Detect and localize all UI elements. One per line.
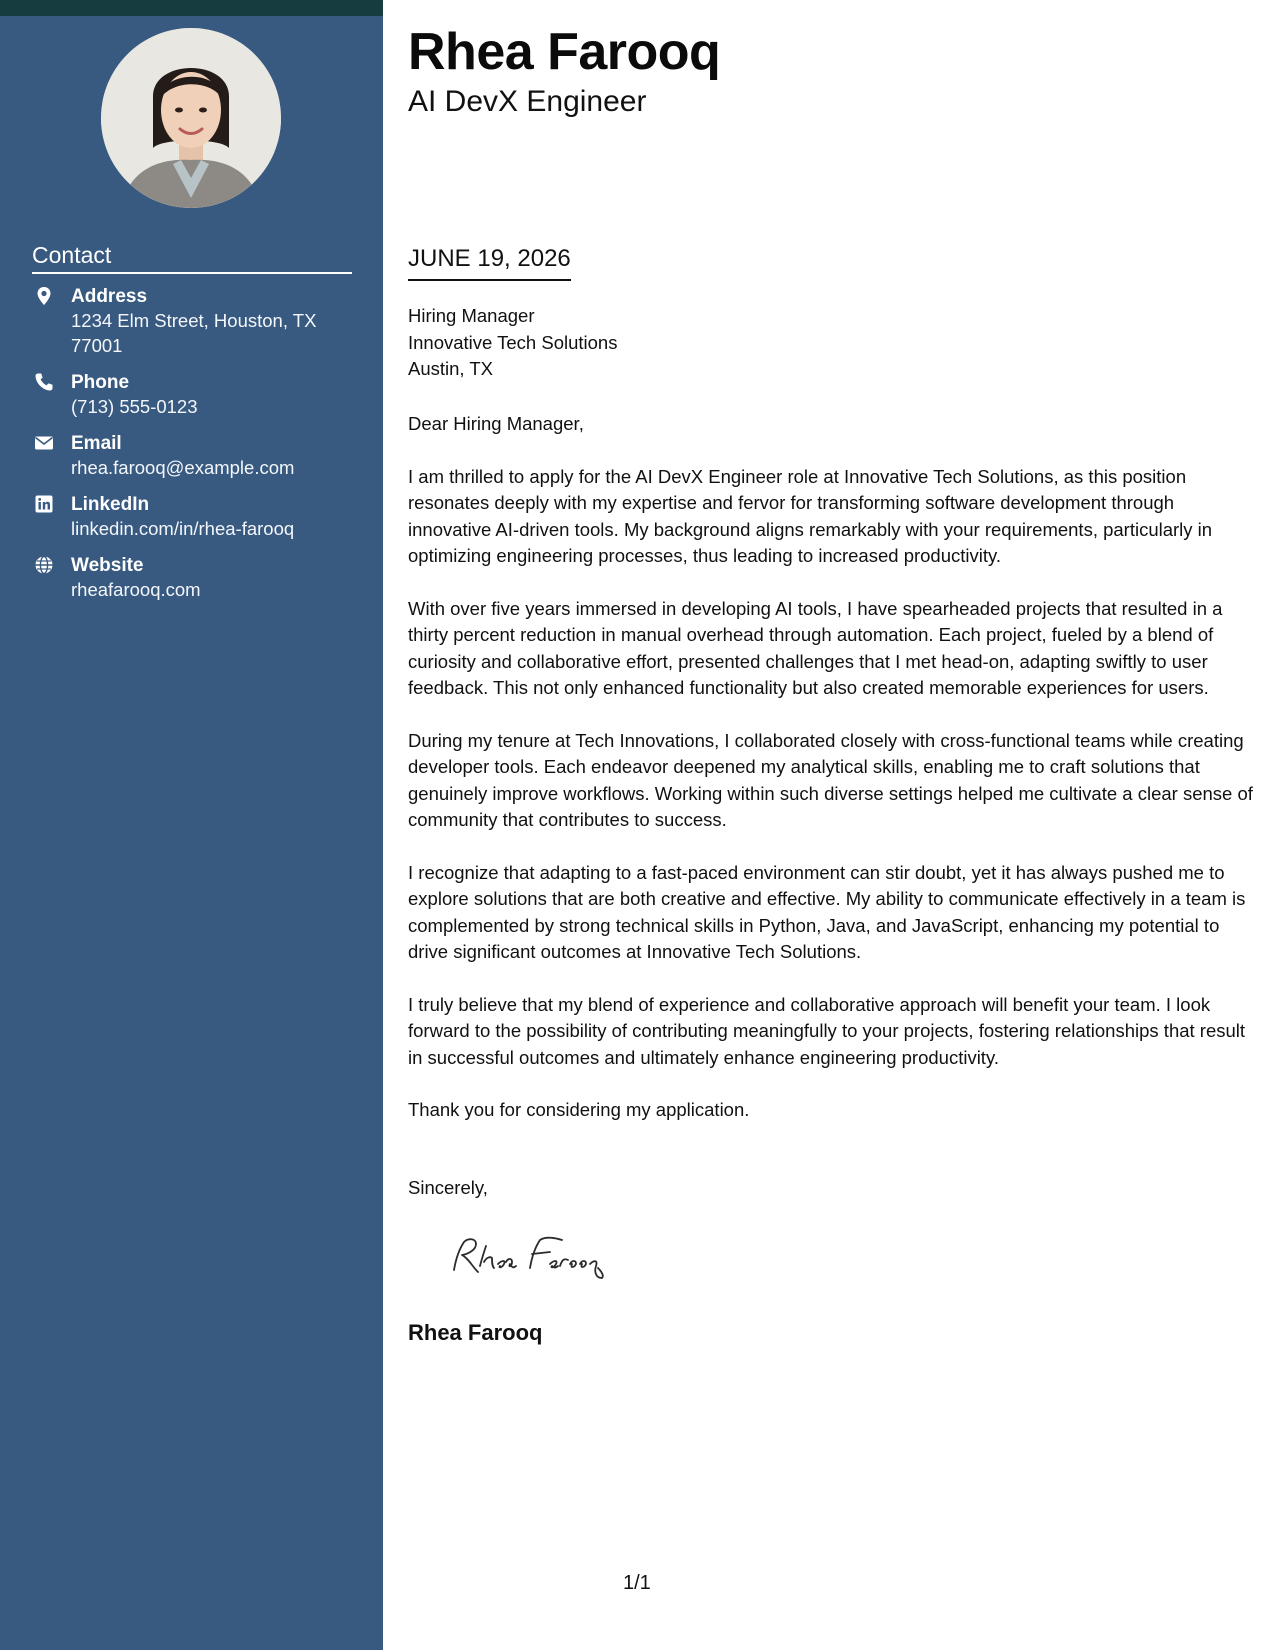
contact-item-address (32, 285, 362, 358)
contact-item-website (32, 554, 362, 602)
avatar (101, 28, 281, 208)
contact-item-linkedin (32, 493, 362, 541)
contact-value-linkedin[interactable]: linkedin.com/in/rhea-farooq (71, 518, 295, 539)
page-number: 1/1 (623, 1572, 651, 1594)
handwritten-signature (446, 1228, 646, 1288)
body-paragraph: With over five years immersed in developing AI tools, I have spearheaded projects that resulted in a thirty percent reduction in manual overhead through automation. Each project, fueled by a blend of curiosity and collaborative effort, presented challenges that I met head-on, adapting swiftly to user feedback. This not only enhanced functionality but also created memorable experiences for users. (408, 597, 1223, 698)
contact-list (32, 285, 362, 615)
contact-label-phone: Phone (71, 372, 130, 393)
sidebar-top-bar (0, 0, 383, 16)
contact-label-website: Website (71, 555, 144, 576)
contact-value-phone: (713) 555-0123 (71, 396, 198, 417)
contact-label-address: Address (71, 286, 148, 307)
contact-item-email (32, 432, 362, 480)
closing: Sincerely, (408, 1177, 488, 1198)
contact-value-address: 1234 Elm Street, Houston, TX 77001 (71, 310, 317, 356)
letter-main (408, 0, 1253, 1650)
recipient-block (408, 303, 617, 383)
thank-you-line: Thank you for considering my application. (408, 1099, 750, 1120)
map-pin-icon (34, 286, 54, 306)
envelope-icon (34, 433, 54, 453)
contact-heading: Contact (32, 240, 352, 274)
letter-date: JUNE 19, 2026 (408, 243, 571, 281)
body-paragraph: I recognize that adapting to a fast-paced environment can stir doubt, yet it has always pushed me to explore solutions that are both creative and effective. My ability to communicate effectively in a team is complemented by strong technical skills in Python, Java, and JavaScript, enhancing my potential to drive significant outcomes at Innovative Tech Solutions. (408, 861, 1246, 962)
contact-label-email: Email (71, 433, 122, 454)
letter-body (408, 411, 1253, 1150)
contact-item-phone (32, 371, 362, 419)
contact-label-linkedin: LinkedIn (71, 494, 150, 515)
header-job-title: AI DevX Engineer (408, 85, 647, 118)
contact-value-website[interactable]: rheafarooq.com (71, 579, 201, 600)
header-name: Rhea Farooq (408, 23, 721, 81)
body-paragraph: I am thrilled to apply for the AI DevX Engineer role at Innovative Tech Solutions, as this position resonates deeply with my expertise and fervor for transforming software development through innovative AI-driven tools. My background aligns remarkably with your requirements, particularly in optimizing engineering processes, thus leading to increased productivity. (408, 465, 1213, 566)
recipient-line: Innovative Tech Solutions (408, 331, 618, 353)
signer-name: Rhea Farooq (408, 1320, 543, 1345)
recipient-line: Hiring Manager (408, 305, 535, 326)
recipient-line: Austin, TX (408, 358, 494, 379)
globe-icon (34, 555, 54, 575)
contact-value-email[interactable]: rhea.farooq@example.com (71, 457, 295, 478)
linkedin-icon (34, 494, 54, 514)
sidebar (0, 0, 383, 1650)
body-paragraph: I truly believe that my blend of experience and collaborative approach will benefit your team. I look forward to the possibility of contributing meaningfully to your projects, fostering relationships that result in successful outcomes and ultimately enhance engineering productivity. (408, 993, 1246, 1068)
body-paragraph: During my tenure at Tech Innovations, I collaborated closely with cross-functional teams while creating developer tools. Each endeavor deepened my analytical skills, enabling me to craft solutions that genuinely improve workflows. Working within such diverse settings helped me cultivate a clear sense of community that contributes to success. (408, 729, 1253, 830)
avatar-illustration (101, 28, 281, 208)
phone-icon (34, 372, 54, 392)
salutation: Dear Hiring Manager, (408, 413, 584, 434)
